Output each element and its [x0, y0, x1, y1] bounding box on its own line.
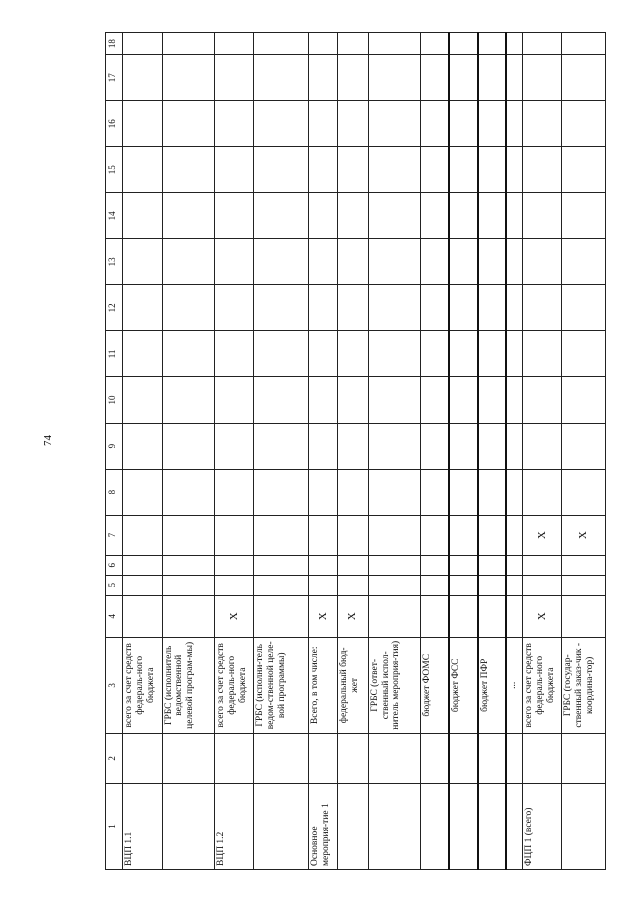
col-header: 4 [106, 595, 123, 637]
cell-empty [309, 101, 338, 147]
cell-empty [337, 331, 368, 377]
cell-empty [522, 423, 561, 469]
cell-empty [123, 147, 163, 193]
cell-empty [368, 239, 421, 285]
cell-code [478, 733, 507, 783]
cell-empty [478, 555, 507, 575]
page-number: 74 [42, 435, 54, 446]
cell-empty [506, 469, 522, 515]
cell-empty [522, 193, 561, 239]
cell-source: бюджет ФОМС [421, 637, 450, 733]
cell-source: ... [506, 637, 522, 733]
cell-empty [478, 285, 507, 331]
cell-empty [506, 285, 522, 331]
cell-source: федеральный бюд-жет [337, 637, 368, 733]
cell-col7 [421, 515, 450, 555]
cell-col7 [506, 515, 522, 555]
cell-col7: X [522, 515, 561, 555]
cell-empty [309, 555, 338, 575]
cell-empty [522, 555, 561, 575]
cell-col4 [449, 595, 478, 637]
cell-empty [337, 469, 368, 515]
cell-empty [368, 377, 421, 423]
cell-empty [522, 285, 561, 331]
cell-empty [254, 423, 309, 469]
cell-empty [254, 555, 309, 575]
table-row [449, 33, 478, 870]
cell-empty [449, 33, 478, 55]
cell-empty [421, 147, 450, 193]
cell-empty [215, 239, 254, 285]
table-row [561, 33, 605, 870]
cell-code [449, 733, 478, 783]
cell-empty [123, 101, 163, 147]
table-rotation-wrapper [105, 32, 606, 870]
col-header: 3 [106, 637, 123, 733]
cell-empty [254, 55, 309, 101]
cell-empty [506, 377, 522, 423]
cell-empty [506, 55, 522, 101]
cell-empty [522, 331, 561, 377]
col-header: 12 [106, 285, 123, 331]
table-row [309, 33, 338, 870]
cell-object [368, 783, 421, 869]
col-header: 5 [106, 575, 123, 595]
cell-col4 [254, 595, 309, 637]
cell-empty [421, 101, 450, 147]
table-row [368, 33, 421, 870]
cell-empty [337, 33, 368, 55]
cell-source: бюджет ФСС [449, 637, 478, 733]
cell-empty [162, 239, 215, 285]
cell-empty [561, 101, 605, 147]
table-row [123, 33, 163, 870]
cell-empty [561, 575, 605, 595]
cell-empty [506, 239, 522, 285]
cell-empty [254, 469, 309, 515]
cell-empty [478, 377, 507, 423]
cell-source: ГРБС (исполни-тель ведом-ственной целе-вой программы) [254, 637, 309, 733]
cell-empty [561, 55, 605, 101]
cell-empty [368, 193, 421, 239]
cell-empty [522, 575, 561, 595]
cell-empty [506, 33, 522, 55]
cell-empty [449, 423, 478, 469]
col-header: 2 [106, 733, 123, 783]
col-header: 18 [106, 33, 123, 55]
cell-empty [522, 101, 561, 147]
cell-empty [309, 193, 338, 239]
cell-empty [123, 575, 163, 595]
cell-empty [215, 147, 254, 193]
cell-object [162, 783, 215, 869]
cell-empty [478, 331, 507, 377]
cell-code [561, 733, 605, 783]
cell-empty [337, 575, 368, 595]
cell-col7 [368, 515, 421, 555]
cell-empty [449, 101, 478, 147]
cell-empty [478, 423, 507, 469]
cell-empty [561, 377, 605, 423]
cell-object [254, 783, 309, 869]
cell-empty [449, 331, 478, 377]
cell-empty [561, 423, 605, 469]
cell-empty [162, 377, 215, 423]
cell-code [368, 733, 421, 783]
cell-empty [215, 33, 254, 55]
cell-empty [522, 469, 561, 515]
cell-empty [162, 33, 215, 55]
cell-empty [123, 193, 163, 239]
cell-col4 [123, 595, 163, 637]
cell-code [522, 733, 561, 783]
cell-object: ВЦП 1.2 [215, 783, 254, 869]
cell-empty [449, 377, 478, 423]
cell-col7 [337, 515, 368, 555]
cell-empty [309, 239, 338, 285]
cell-empty [215, 193, 254, 239]
cell-object: ФЦП 1 (всего) [522, 783, 561, 869]
cell-empty [368, 33, 421, 55]
cell-code [337, 733, 368, 783]
cell-code [162, 733, 215, 783]
cell-empty [123, 331, 163, 377]
cell-object [337, 783, 368, 869]
cell-empty [123, 377, 163, 423]
cell-empty [421, 55, 450, 101]
cell-col4: X [522, 595, 561, 637]
cell-code [123, 733, 163, 783]
cell-empty [561, 331, 605, 377]
col-header: 14 [106, 193, 123, 239]
cell-empty [254, 575, 309, 595]
cell-empty [162, 285, 215, 331]
cell-object [421, 783, 450, 869]
cell-empty [421, 377, 450, 423]
cell-empty [478, 575, 507, 595]
cell-empty [368, 147, 421, 193]
cell-empty [421, 33, 450, 55]
cell-source: Всего, в том числе: [309, 637, 338, 733]
cell-source: всего за счет средств федераль-ного бюджета [215, 637, 254, 733]
cell-empty [522, 239, 561, 285]
cell-empty [337, 101, 368, 147]
cell-empty [254, 193, 309, 239]
cell-empty [337, 147, 368, 193]
cell-empty [215, 555, 254, 575]
cell-col7 [123, 515, 163, 555]
cell-source: ГРБС (ответ-ственный испол-нитель мероприя-тия) [368, 637, 421, 733]
cell-empty [449, 55, 478, 101]
table-row [215, 33, 254, 870]
cell-empty [123, 239, 163, 285]
cell-col4: X [337, 595, 368, 637]
cell-object [449, 783, 478, 869]
cell-empty [123, 469, 163, 515]
cell-empty [561, 469, 605, 515]
cell-empty [162, 469, 215, 515]
table-body [123, 33, 606, 870]
cell-col4: X [309, 595, 338, 637]
rotated-table-area [105, 32, 606, 870]
cell-empty [522, 147, 561, 193]
cell-empty [215, 331, 254, 377]
cell-empty [337, 555, 368, 575]
cell-empty [449, 239, 478, 285]
cell-empty [309, 423, 338, 469]
budget-table [105, 32, 606, 870]
table-row [254, 33, 309, 870]
cell-empty [506, 331, 522, 377]
cell-empty [478, 469, 507, 515]
cell-empty [449, 285, 478, 331]
cell-empty [162, 55, 215, 101]
cell-empty [421, 193, 450, 239]
col-header: 9 [106, 423, 123, 469]
cell-col4 [368, 595, 421, 637]
table-row [162, 33, 215, 870]
cell-empty [309, 331, 338, 377]
cell-empty [368, 331, 421, 377]
cell-empty [449, 555, 478, 575]
cell-empty [561, 239, 605, 285]
cell-empty [449, 575, 478, 595]
cell-empty [254, 331, 309, 377]
cell-empty [561, 555, 605, 575]
cell-empty [123, 423, 163, 469]
col-header: 13 [106, 239, 123, 285]
cell-empty [162, 331, 215, 377]
cell-source: бюджет ПФР [478, 637, 507, 733]
cell-empty [506, 423, 522, 469]
cell-empty [478, 147, 507, 193]
cell-empty [449, 147, 478, 193]
cell-empty [162, 575, 215, 595]
col-header: 15 [106, 147, 123, 193]
cell-empty [368, 101, 421, 147]
cell-empty [309, 147, 338, 193]
cell-source: ГРБС (государ-ственный заказ-чик - координа-тор) [561, 637, 605, 733]
cell-empty [421, 469, 450, 515]
cell-empty [522, 55, 561, 101]
cell-empty [337, 193, 368, 239]
cell-object: Основное мероприя-тие 1 [309, 783, 338, 869]
cell-empty [368, 469, 421, 515]
col-header: 10 [106, 377, 123, 423]
cell-empty [162, 423, 215, 469]
cell-empty [254, 147, 309, 193]
cell-col7 [215, 515, 254, 555]
cell-empty [368, 575, 421, 595]
cell-col7 [478, 515, 507, 555]
cell-empty [337, 423, 368, 469]
col-header: 7 [106, 515, 123, 555]
cell-empty [254, 239, 309, 285]
col-header: 1 [106, 783, 123, 869]
cell-empty [215, 469, 254, 515]
cell-empty [162, 555, 215, 575]
cell-empty [506, 193, 522, 239]
col-header: 16 [106, 101, 123, 147]
cell-code [309, 733, 338, 783]
cell-col4 [421, 595, 450, 637]
cell-empty [421, 575, 450, 595]
cell-empty [309, 377, 338, 423]
cell-object: ВЦП 1.1 [123, 783, 163, 869]
cell-col7 [162, 515, 215, 555]
cell-empty [421, 285, 450, 331]
cell-empty [254, 33, 309, 55]
cell-object [506, 783, 522, 869]
cell-source: всего за счет средств федераль-ного бюджета [123, 637, 163, 733]
table-row [506, 33, 522, 870]
cell-empty [449, 193, 478, 239]
cell-col7 [449, 515, 478, 555]
cell-code [254, 733, 309, 783]
cell-empty [561, 147, 605, 193]
cell-empty [522, 33, 561, 55]
cell-empty [561, 193, 605, 239]
cell-empty [506, 147, 522, 193]
cell-empty [162, 193, 215, 239]
cell-empty [506, 555, 522, 575]
cell-empty [449, 469, 478, 515]
cell-empty [506, 101, 522, 147]
cell-empty [421, 331, 450, 377]
cell-empty [215, 101, 254, 147]
cell-empty [337, 239, 368, 285]
cell-col4 [162, 595, 215, 637]
cell-empty [254, 377, 309, 423]
cell-col4: X [215, 595, 254, 637]
cell-col7 [254, 515, 309, 555]
cell-empty [215, 575, 254, 595]
cell-col7: X [561, 515, 605, 555]
cell-empty [337, 55, 368, 101]
cell-empty [478, 239, 507, 285]
cell-empty [368, 285, 421, 331]
cell-empty [254, 101, 309, 147]
cell-empty [478, 55, 507, 101]
col-header: 6 [106, 555, 123, 575]
cell-empty [123, 285, 163, 331]
cell-col4 [506, 595, 522, 637]
cell-empty [254, 285, 309, 331]
col-header: 17 [106, 55, 123, 101]
cell-empty [162, 101, 215, 147]
cell-code [215, 733, 254, 783]
cell-empty [368, 423, 421, 469]
col-header: 8 [106, 469, 123, 515]
cell-empty [368, 555, 421, 575]
cell-code [421, 733, 450, 783]
cell-object [478, 783, 507, 869]
cell-empty [368, 55, 421, 101]
cell-empty [215, 285, 254, 331]
cell-empty [309, 469, 338, 515]
cell-empty [123, 555, 163, 575]
cell-empty [337, 377, 368, 423]
cell-empty [478, 101, 507, 147]
cell-source: ГРБС (исполнитель ведомственной целевой програм-мы) [162, 637, 215, 733]
cell-empty [215, 377, 254, 423]
cell-empty [478, 193, 507, 239]
cell-empty [309, 33, 338, 55]
cell-empty [478, 33, 507, 55]
cell-empty [561, 285, 605, 331]
table-row [522, 33, 561, 870]
cell-empty [309, 55, 338, 101]
table-row [478, 33, 507, 870]
table-row [337, 33, 368, 870]
cell-empty [123, 33, 163, 55]
cell-empty [522, 377, 561, 423]
cell-empty [309, 285, 338, 331]
cell-empty [506, 575, 522, 595]
cell-empty [215, 423, 254, 469]
col-header: 11 [106, 331, 123, 377]
cell-col4 [478, 595, 507, 637]
cell-empty [309, 575, 338, 595]
cell-empty [215, 55, 254, 101]
cell-empty [337, 285, 368, 331]
cell-empty [162, 147, 215, 193]
cell-empty [421, 423, 450, 469]
cell-col4 [561, 595, 605, 637]
cell-col7 [309, 515, 338, 555]
cell-empty [123, 55, 163, 101]
cell-code [506, 733, 522, 783]
header-row [106, 33, 123, 870]
cell-empty [421, 555, 450, 575]
cell-source: всего за счет средств федераль-ного бюджета [522, 637, 561, 733]
table-row [421, 33, 450, 870]
cell-empty [421, 239, 450, 285]
cell-object [561, 783, 605, 869]
cell-empty [561, 33, 605, 55]
